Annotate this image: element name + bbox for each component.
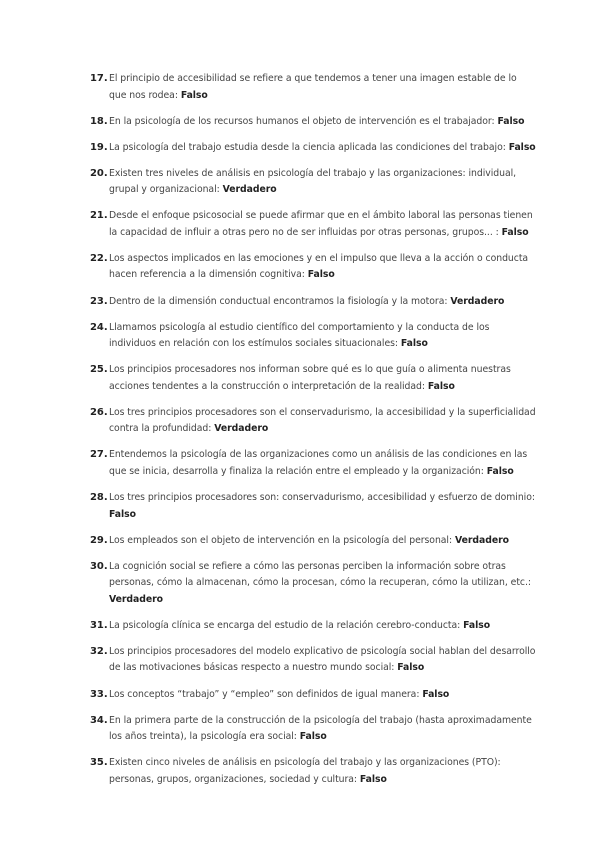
question-item (90, 687, 536, 704)
question-number: 31. (90, 619, 108, 631)
question-answer: Falso (501, 226, 529, 238)
question-answer: Verdadero (450, 295, 505, 307)
question-text: Existen tres niveles de análisis en psicología del trabajo y las organizaciones: individual, grupal y organizacional: (109, 167, 517, 196)
question-text: Los conceptos “trabajo” y “empleo” son definidos de igual manera: (109, 688, 420, 700)
question-answer: Falso (486, 465, 514, 477)
question-answer: Falso (299, 731, 327, 743)
question-answer: Verdadero (109, 593, 163, 605)
question-text: Desde el enfoque psicosocial se puede afirmar que en el ámbito laboral las personas tienen la capacidad de influir a otras pero no de ser influidas por otras personas, grupos... : (109, 210, 533, 238)
question-item (90, 208, 536, 241)
question-text: La psicología clínica se encarga del estudio de la relación cerebro-conducta: (109, 619, 461, 631)
question-text: Llamamos psicología al estudio científico del comportamiento y la conducta de los individuos en relación con los estímulos sociales situacionales: (109, 321, 490, 350)
question-answer: Falso (400, 338, 428, 350)
question-text: Existen cinco niveles de análisis en psicología del trabajo y las organizaciones (PTO): personas, grupos, organizaciones, sociedad y cultura: (109, 757, 501, 785)
question-answer: Verdadero (222, 184, 277, 196)
question-text: En la primera parte de la construcción de la psicología del trabajo (hasta aproximadamente los años treinta), la psicología era social: (109, 714, 532, 743)
question-number: 32. (90, 645, 108, 657)
question-number: 17. (90, 73, 108, 84)
question-answer: Verdadero (454, 534, 509, 546)
question-text: Los tres principios procesadores son: conservadurismo, accesibilidad y esfuerzo de dominio: (109, 492, 535, 504)
question-number: 22. (90, 252, 108, 264)
question-item (90, 320, 536, 353)
question-item (90, 362, 536, 395)
question-item (90, 294, 536, 311)
question-item (90, 405, 536, 438)
question-text: Dentro de la dimensión conductual encontramos la fisiología y la motora: (109, 295, 448, 307)
question-text: Los empleados son el objeto de intervención en la psicología del personal: (109, 534, 453, 546)
question-item (90, 618, 536, 635)
question-number: 24. (90, 321, 108, 333)
question-answer: Falso (422, 688, 450, 700)
question-text: Los tres principios procesadores son el conservadurismo, la accesibilidad y la superficialidad contra la profundidad: (109, 406, 536, 435)
question-text: El principio de accesibilidad se refiere a que tendemos a tener una imagen estable de lo que nos rodea: (109, 73, 517, 101)
question-number: 21. (90, 210, 108, 222)
question-text: La psicología del trabajo estudia desde la ciencia aplicada las condiciones del trabajo: (109, 141, 506, 153)
question-number: 34. (90, 714, 108, 726)
question-item (90, 71, 536, 104)
question-item (90, 533, 536, 550)
question-answer: Falso (109, 508, 136, 520)
question-item (90, 166, 536, 199)
question-number: 33. (90, 688, 108, 700)
question-item (90, 114, 536, 131)
question-answer: Verdadero (214, 423, 269, 435)
question-item (90, 140, 536, 157)
question-number: 23. (90, 295, 108, 307)
question-item (90, 755, 536, 788)
question-answer: Falso (427, 380, 455, 392)
question-text: En la psicología de los recursos humanos el objeto de intervención es el trabajador: (109, 115, 495, 127)
question-number: 26. (90, 406, 108, 418)
question-item (90, 713, 536, 746)
question-list (90, 71, 536, 788)
question-text: Los principios procesadores del modelo explicativo de psicología social hablan del desarrollo de las motivaciones básicas respecto a nuestro mundo social: (109, 645, 536, 674)
question-number: 28. (90, 492, 108, 504)
question-answer: Falso (359, 773, 387, 785)
question-answer: Falso (508, 141, 536, 153)
question-answer: Falso (463, 619, 491, 631)
question-text: Los aspectos implicados en las emociones y en el impulso que lleva a la acción o conducta hacen referencia a la dimensión cognitiva: (109, 252, 529, 281)
question-text: Entendemos la psicología de las organizaciones como un análisis de las condiciones en las que se inicia, desarrolla y finaliza la relación entre el empleado y la organización: (109, 449, 528, 477)
question-answer: Falso (307, 269, 335, 281)
question-answer: Falso (497, 115, 525, 127)
question-text: La cognición social se refiere a cómo las personas perciben la información sobre otras personas, cómo la almacenan, cómo la procesan, cómo la recuperan, cómo la utilizan, etc.: (109, 560, 531, 589)
question-number: 25. (90, 364, 108, 376)
question-answer: Falso (397, 662, 425, 674)
question-answer: Falso (180, 89, 208, 101)
question-item (90, 251, 536, 284)
question-item (90, 559, 536, 609)
question-text: Los principios procesadores nos informan sobre qué es lo que guía o alimenta nuestras acciones tendentes a la construcción o interpretación de la realidad: (109, 364, 511, 392)
question-item (90, 644, 536, 677)
question-number: 19. (90, 141, 108, 153)
question-number: 18. (90, 115, 108, 127)
question-number: 27. (90, 449, 108, 461)
question-number: 30. (90, 560, 108, 572)
question-item (90, 490, 536, 523)
question-number: 20. (90, 167, 108, 179)
question-item (90, 447, 536, 480)
question-number: 29. (90, 534, 108, 546)
question-number: 35. (90, 757, 108, 769)
